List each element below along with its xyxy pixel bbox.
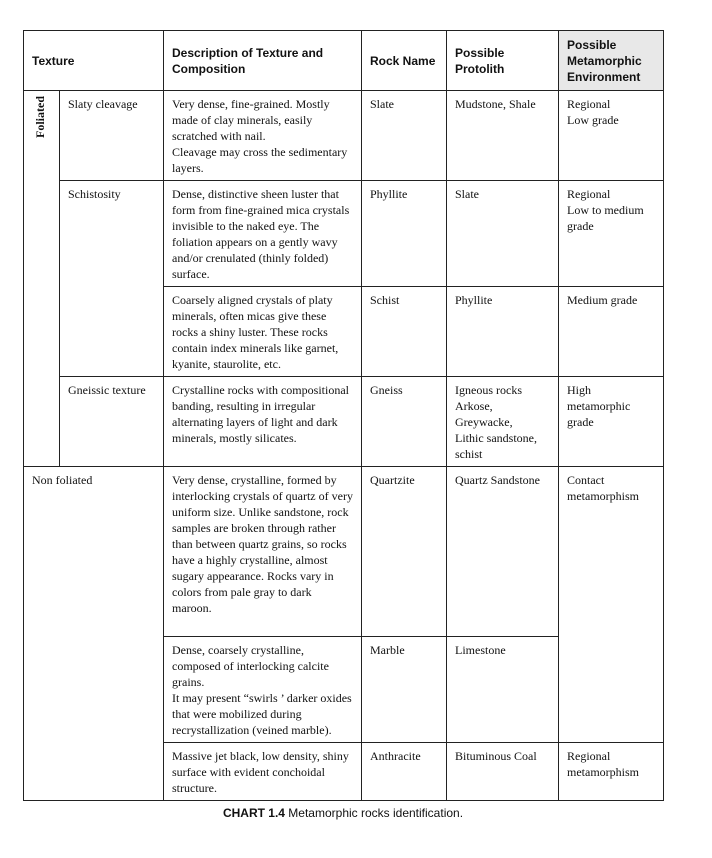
group-foliated <box>24 91 60 467</box>
environment-cell: High metamorphic grade <box>559 377 664 467</box>
table-row <box>24 181 664 287</box>
protolith-cell: Bituminous Coal <box>447 743 559 801</box>
header-protolith: Possible Protolith <box>447 31 559 91</box>
header-environment: Possible Metamorphic Environment <box>559 31 664 91</box>
header-texture: Texture <box>24 31 164 91</box>
texture-cell: Gneissic texture <box>60 377 164 467</box>
environment-cell: Regional metamorphism <box>559 743 664 801</box>
protolith-cell: Quartz Sandstone <box>447 467 559 637</box>
rock-name-cell: Schist <box>362 287 447 377</box>
rock-name-cell: Slate <box>362 91 447 181</box>
description-cell: Massive jet black, low density, shiny surface with evident conchoidal structure. <box>164 743 362 801</box>
environment-cell: Regional Low grade <box>559 91 664 181</box>
description-cell: Dense, coarsely crystalline, composed of interlocking calcite grains. It may present “swirls ’ darker oxides that were mobilized during recrystallization (veined marble). <box>164 637 362 743</box>
texture-cell: Schistosity <box>60 181 164 377</box>
caption-label: CHART 1.4 <box>222 806 285 820</box>
rock-name-cell: Phyllite <box>362 181 447 287</box>
table-row <box>24 467 664 637</box>
texture-cell: Slaty cleavage <box>60 91 164 181</box>
protolith-cell: Igneous rocks Arkose, Greywacke, Lithic sandstone, schist <box>447 377 559 467</box>
header-description: Description of Texture and Composition <box>164 31 362 91</box>
description-cell: Dense, distinctive sheen luster that form from fine-grained mica crystals invisible to the naked eye. The foliation appears on a gently wavy and/or crenulated (thinly folded) surface. <box>164 181 362 287</box>
group-foliated-label: Foliated <box>33 96 47 138</box>
rock-name-cell: Marble <box>362 637 447 743</box>
rock-name-cell: Gneiss <box>362 377 447 467</box>
description-cell: Very dense, fine-grained. Mostly made of clay minerals, easily scratched with nail. Cleavage may cross the sedimentary layers. <box>164 91 362 181</box>
header-row <box>24 31 664 91</box>
environment-cell: Medium grade <box>559 287 664 377</box>
protolith-cell: Mudstone, Shale <box>447 91 559 181</box>
table-row <box>24 377 664 467</box>
rock-name-cell: Quartzite <box>362 467 447 637</box>
group-non-foliated: Non foliated <box>24 467 164 801</box>
chart-caption <box>23 806 663 820</box>
description-cell: Very dense, crystalline, formed by interlocking crystals of quartz of very uniform size. Unlike sandstone, rock samples are broken through rather than between quartz grains, so rocks have a highly crystalline, almost sugary appearance. Rocks vary in colors from pale gray to dark maroon. <box>164 467 362 637</box>
environment-cell: Regional Low to medium grade <box>559 181 664 287</box>
protolith-cell: Phyllite <box>447 287 559 377</box>
rock-name-cell: Anthracite <box>362 743 447 801</box>
environment-cell: Contact metamorphism <box>559 467 664 743</box>
description-cell: Coarsely aligned crystals of platy minerals, often micas give these rocks a shiny luster. These rocks contain index minerals like garnet, kyanite, staurolite, etc. <box>164 287 362 377</box>
metamorphic-rocks-table <box>23 30 664 801</box>
header-rock-name: Rock Name <box>362 31 447 91</box>
protolith-cell: Limestone <box>447 637 559 743</box>
description-cell: Crystalline rocks with compositional banding, resulting in irregular alternating layers of light and dark minerals, mostly silicates. <box>164 377 362 467</box>
caption-text: Metamorphic rocks identification. <box>284 806 464 820</box>
protolith-cell: Slate <box>447 181 559 287</box>
table-row <box>24 91 664 181</box>
